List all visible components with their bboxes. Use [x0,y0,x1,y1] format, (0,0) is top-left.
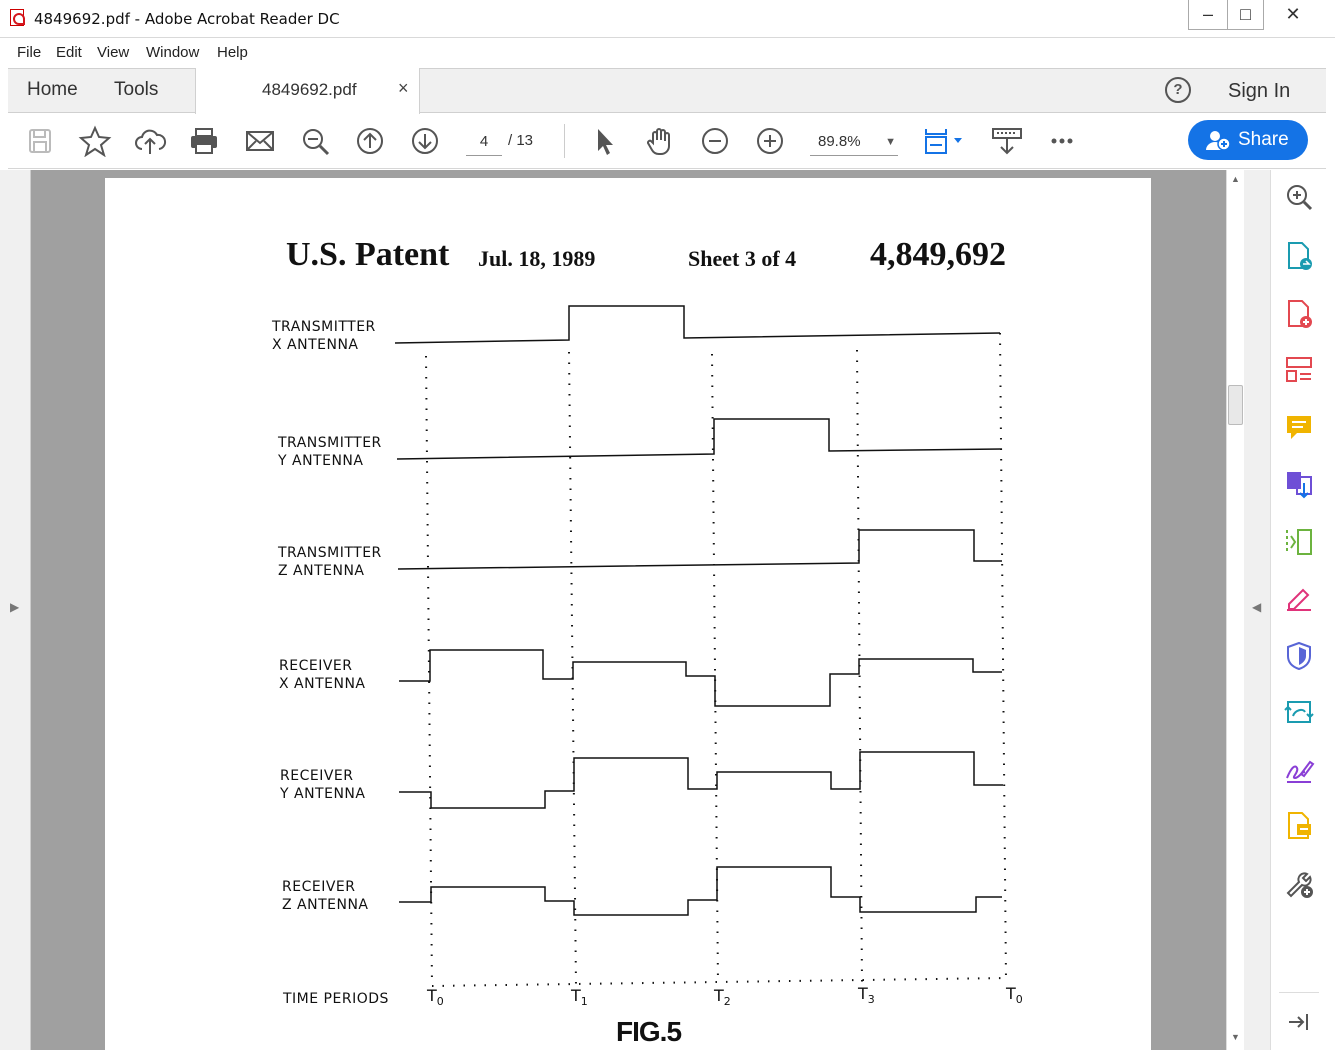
tab-document-label: 4849692.pdf [262,80,357,99]
time-marker-line [857,350,862,982]
waveform-receiver-z [399,867,1002,915]
read-mode-icon[interactable] [990,125,1024,157]
menu-view[interactable]: View [97,44,130,61]
page-number-input[interactable]: 4 [466,128,502,156]
chevron-left-icon: ◀ [1252,600,1262,614]
window-title-bar [0,0,1335,38]
previous-page-icon[interactable] [353,125,387,157]
menu-edit[interactable]: Edit [56,44,82,61]
protect-shield-icon[interactable] [1283,640,1315,672]
time-axis-line [432,978,1006,986]
scroll-up-icon[interactable]: ▲ [1231,174,1240,184]
next-page-icon[interactable] [408,125,442,157]
chevron-right-icon: ▶ [10,600,20,614]
patent-sheet: Sheet 3 of 4 [688,246,797,271]
time-tick-label: $T_0$ [1006,984,1023,1007]
patent-date: Jul. 18, 1989 [478,246,596,271]
time-tick-label: $T_1$ [571,986,588,1009]
combine-files-icon[interactable] [1283,468,1315,500]
scroll-thumb[interactable] [1228,385,1243,425]
tab-bar [8,68,1326,113]
waveform-transmitter-z [398,530,1002,569]
time-periods-label: TIME PERIODS [283,991,389,1007]
send-for-review-icon[interactable] [1283,696,1315,728]
organize-pages-icon[interactable] [1283,354,1315,386]
signal-label: RECEIVER X ANTENNA [279,658,366,692]
zoom-in-icon[interactable] [753,125,787,157]
pdf-page [105,178,1151,1050]
menu-window[interactable]: Window [146,44,200,61]
signal-label: TRANSMITTER Y ANTENNA [278,435,382,469]
waveform-receiver-x [399,650,1002,706]
window-title: 4849692.pdf - Adobe Acrobat Reader DC [34,10,340,28]
fill-sign-icon[interactable] [1283,754,1315,786]
hand-tool-icon[interactable] [643,125,677,157]
request-signatures-icon[interactable] [1283,810,1315,842]
time-tick-label: $T_2$ [714,986,731,1009]
fit-page-icon[interactable] [920,125,966,157]
zoom-level-value: 89.8% [818,133,861,150]
minimize-button[interactable]: – [1188,0,1228,30]
time-tick-label: $T_3$ [858,984,875,1007]
figure-caption: FIG.5 [616,1016,682,1047]
more-options-icon[interactable] [1045,125,1079,157]
add-user-icon [1206,130,1230,150]
zoom-out-icon[interactable] [698,125,732,157]
sign-in-link[interactable]: Sign In [1228,80,1291,102]
comment-icon[interactable] [1283,412,1315,444]
time-marker-line [1000,333,1006,980]
left-panel-toggle[interactable] [0,170,31,1050]
tab-tools[interactable]: Tools [114,79,159,100]
waveform-receiver-y [399,752,1003,808]
compress-pdf-icon[interactable] [1283,526,1315,558]
patent-title: U.S. Patent [286,236,450,273]
menu-bar [0,38,1335,68]
menu-help[interactable]: Help [217,44,248,61]
share-label: Share [1238,129,1289,150]
right-panel-toggle[interactable] [1244,170,1270,1050]
zoom-search-icon[interactable] [298,125,332,157]
create-pdf-icon[interactable] [1283,298,1315,330]
export-pdf-icon[interactable] [1283,240,1315,272]
tab-home[interactable]: Home [27,79,78,100]
toolbar [8,114,1326,169]
share-button[interactable] [1188,120,1308,160]
zoom-level-select[interactable] [810,128,898,156]
save-icon[interactable] [23,125,57,157]
time-tick-label: $T_0$ [427,986,444,1009]
scroll-down-icon[interactable]: ▼ [1231,1032,1240,1042]
chevron-down-icon: ▼ [885,136,896,148]
collapse-pane-icon[interactable] [1283,1006,1315,1038]
edit-pdf-icon[interactable] [1283,582,1315,614]
select-cursor-icon[interactable] [588,125,622,157]
waveform-transmitter-y [397,419,1002,459]
signal-label: TRANSMITTER Z ANTENNA [278,545,382,579]
document-viewport[interactable] [31,170,1226,1050]
menu-file[interactable]: File [17,44,42,61]
time-marker-line [712,354,718,984]
help-icon[interactable]: ? [1165,77,1191,103]
maximize-button[interactable]: □ [1228,0,1264,30]
tab-document[interactable] [195,68,420,114]
timing-diagram [105,178,1151,1050]
acrobat-app-icon [10,9,24,26]
zoom-search-icon[interactable] [1283,182,1315,214]
toolbar-divider [564,124,565,158]
more-tools-icon[interactable] [1283,868,1315,900]
time-marker-line [426,356,432,986]
vertical-scrollbar[interactable] [1226,170,1244,1050]
close-window-button[interactable]: ✕ [1285,4,1301,24]
signal-label: RECEIVER Z ANTENNA [282,879,369,913]
patent-number: 4,849,692 [870,236,1006,273]
signal-label: TRANSMITTER X ANTENNA [272,319,376,353]
upload-cloud-icon[interactable] [133,125,167,157]
email-icon[interactable] [243,125,277,157]
signal-label: RECEIVER Y ANTENNA [280,768,366,802]
print-icon[interactable] [187,125,221,157]
waveform-transmitter-x [395,306,1000,343]
tools-pane [1270,170,1326,1050]
tools-pane-divider [1279,992,1319,993]
page-total: / 13 [508,132,534,149]
bookmark-star-icon[interactable] [78,125,112,157]
close-tab-icon[interactable]: × [398,78,409,98]
